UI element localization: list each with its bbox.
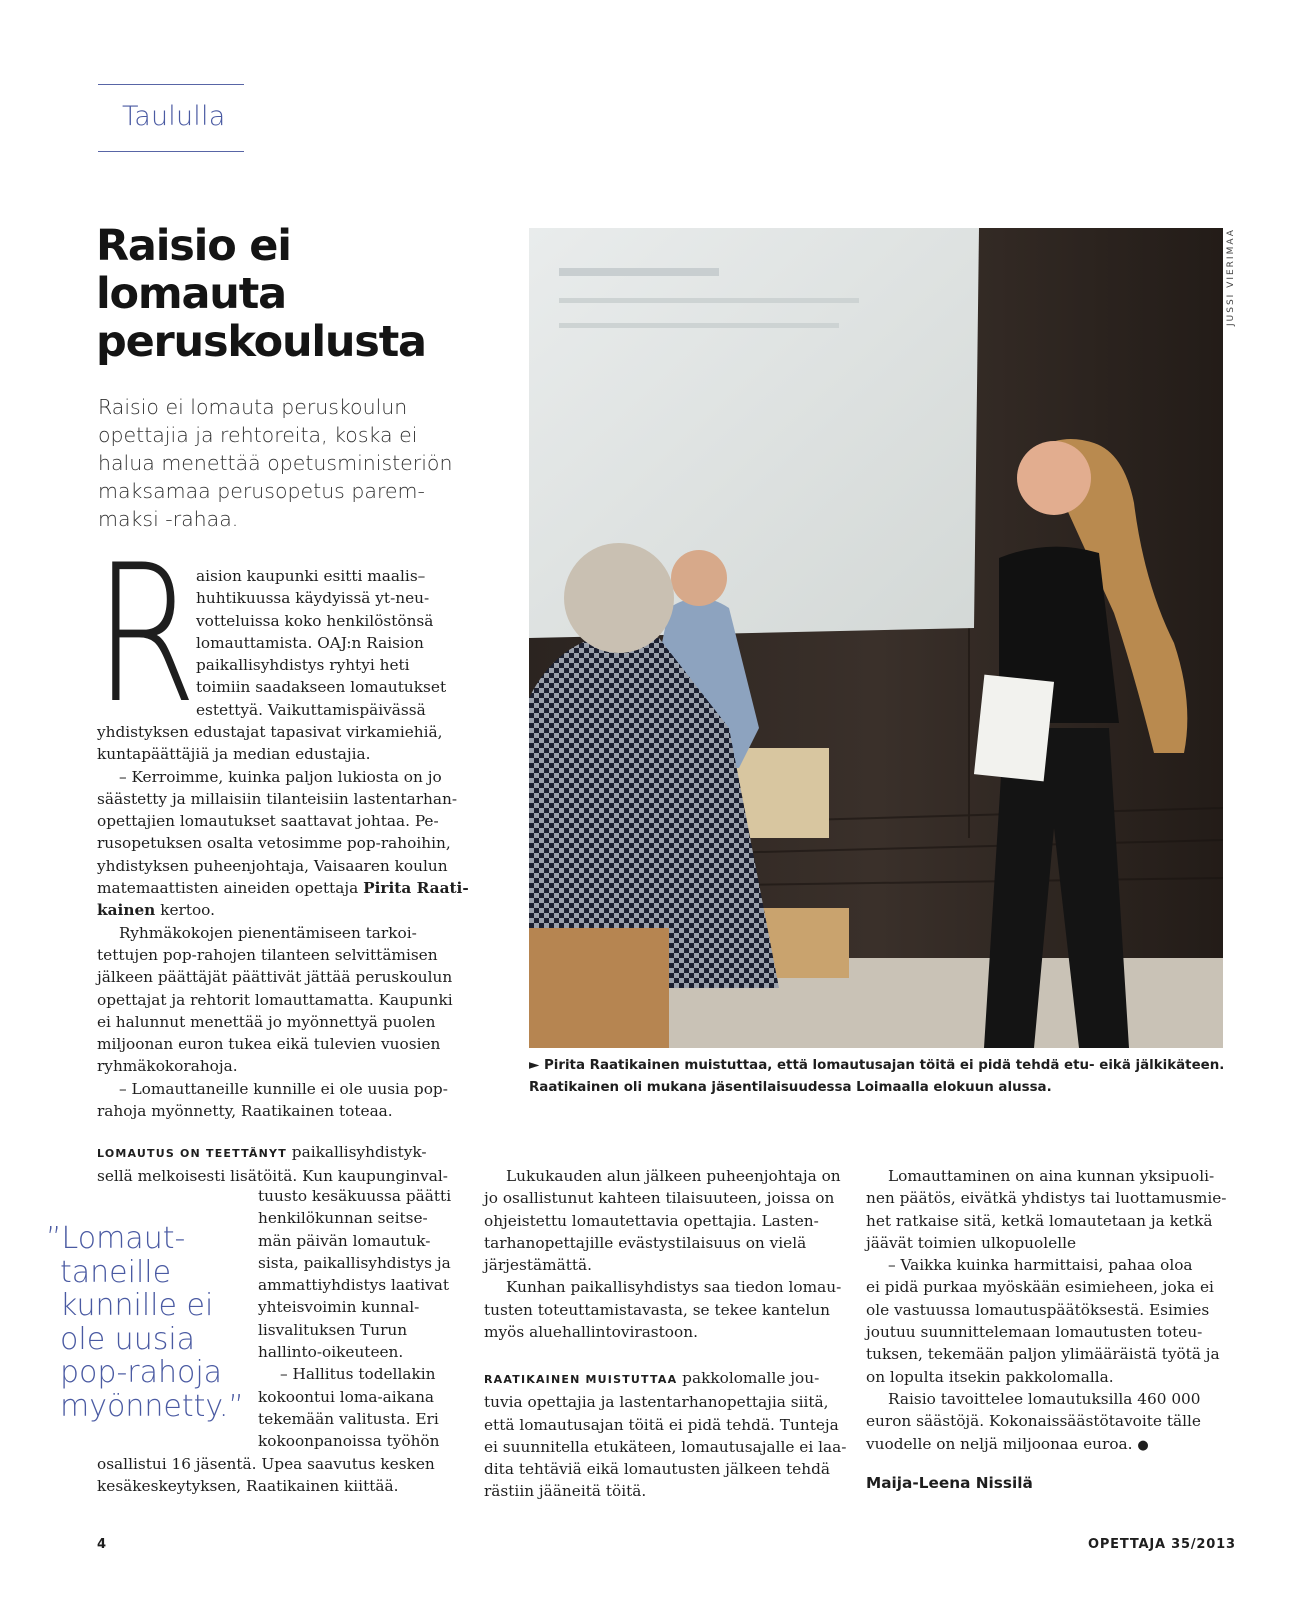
body-line: Raisio tavoittelee lomautuksilla 460 000	[888, 1389, 1201, 1408]
person-name: Pirita Raati-	[363, 879, 469, 898]
pull-quote-line: kunnille ei	[60, 1288, 214, 1323]
body-line: järjestämättä.	[484, 1256, 592, 1275]
body-line: joutuu suunnittelemaan lomautusten toteu-	[866, 1323, 1203, 1342]
body-line: – Vaikka kuinka harmittaisi, pahaa oloa	[888, 1256, 1193, 1275]
body-line: että lomautusajan töitä ei pidä tehdä. Tunteja	[484, 1415, 839, 1434]
body-text: pakkolomalle jou-	[682, 1369, 820, 1387]
body-column-1	[97, 721, 469, 1122]
body-line: huhtikuussa käydyissä yt-neu-	[196, 589, 430, 608]
body-line: sellä melkoisesti lisätöitä. Kun kaupunginval-	[97, 1167, 448, 1186]
body-line: miljoonan euron tukea eikä tulevien vuosien	[97, 1035, 441, 1054]
body-line: kokoontui loma-aikana	[258, 1387, 435, 1406]
body-line: Ryhmäkokojen pienentämiseen tarkoi-	[119, 923, 417, 942]
body-column-1b-wrap	[258, 1185, 451, 1453]
lead-line: Raisio ei lomauta peruskoulun	[98, 395, 408, 419]
body-text: vuodelle on neljä miljoonaa euroa.	[866, 1434, 1133, 1453]
body-line: euron säästöjä. Kokonaissäästötavoite tälle	[866, 1412, 1201, 1431]
title-line: lomauta	[96, 269, 286, 319]
body-line: tekemään valitusta. Eri	[258, 1409, 439, 1428]
body-line: votteluissa koko henkilöstönsä	[196, 611, 434, 630]
title-line: Raisio ei	[96, 221, 291, 271]
body-line: yhdistyksen edustajat tapasivat virkamiehiä,	[97, 723, 443, 741]
body-line: jo osallistunut kahteen tilaisuuteen, joissa on	[484, 1189, 835, 1208]
lead-line: maksi -rahaa.	[98, 507, 239, 531]
body-line: paikallisyhdistys ryhtyi heti	[196, 656, 410, 675]
body-line: kesäkeskeytyksen, Raatikainen kiittää.	[97, 1477, 399, 1496]
body-column-1b	[97, 1141, 448, 1188]
body-line: Lomauttaminen on aina kunnan yksipuoli-	[888, 1167, 1215, 1185]
lead-line: halua menettää opetusministeriön	[98, 451, 453, 475]
body-line: opettajat ja rehtorit lomauttamatta. Kaupunki	[97, 990, 453, 1009]
body-line	[97, 899, 469, 921]
body-line: lomauttamista. OAJ:n Raision	[196, 633, 424, 652]
lead-line: opettajia ja rehtoreita, koska ei	[98, 423, 418, 447]
body-line: opettajien lomautukset saattavat johtaa. Pe-	[97, 812, 439, 831]
body-line: kuntapäättäjiä ja median edustajia.	[97, 745, 371, 764]
body-text: matemaattisten aineiden opettaja	[97, 879, 359, 898]
body-line: jäävät toimien ulkopuolelle	[866, 1233, 1077, 1252]
body-line: osallistui 16 jäsentä. Upea saavutus kesken	[97, 1455, 435, 1473]
photo-caption	[529, 1055, 1229, 1099]
article-photo	[529, 228, 1223, 1048]
pull-quote	[46, 1222, 246, 1423]
body-line: Kunhan paikallisyhdistys saa tiedon lomau-	[506, 1278, 842, 1297]
body-line: toimiin saadakseen lomautukset	[196, 678, 447, 697]
body-line: nen päätös, eivätkä yhdistys tai luottamusmie-	[866, 1189, 1227, 1208]
body-intro	[196, 565, 446, 721]
body-line: hallinto-oikeuteen.	[258, 1343, 404, 1362]
body-line: rästiin jääneitä töitä.	[484, 1482, 647, 1501]
body-text: paikallisyhdistyk-	[291, 1143, 427, 1161]
body-line: kokoonpanoissa työhön	[258, 1432, 440, 1451]
body-column-2b	[484, 1367, 846, 1503]
pull-quote-line: taneille	[60, 1254, 172, 1290]
body-line: aision kaupunki esitti maalis–	[196, 567, 426, 585]
body-column-2	[484, 1165, 841, 1343]
pull-quote-line: ole uusia	[60, 1321, 196, 1357]
body-line: ohjeistettu lomautettavia opettajia. Lasten-	[484, 1211, 819, 1230]
section-label: Taululla	[122, 101, 226, 132]
body-line: sista, paikallisyhdistys ja	[258, 1253, 451, 1272]
body-line: ammattiyhdistys laativat	[258, 1276, 450, 1295]
body-line: henkilökunnan seitse-	[258, 1209, 428, 1228]
body-line: säästetty ja millaisiin tilanteisiin lastentarhan-	[97, 789, 458, 808]
body-line	[97, 1141, 448, 1165]
body-line: tusten toteuttamistavasta, se tekee kantelun	[484, 1300, 830, 1319]
author-byline: Maija-Leena Nissilä	[866, 1474, 1033, 1492]
body-line: tuvia opettajia ja lastentarhanopettajia siitä,	[484, 1393, 829, 1412]
body-line: tuusto kesäkuussa päätti	[258, 1187, 452, 1205]
body-line	[97, 877, 469, 899]
article-title	[96, 222, 476, 366]
photo-credit: JUSSI VIERIMAA	[1226, 228, 1236, 326]
person-name-cont: kainen	[97, 901, 156, 920]
body-line: män päivän lomautuk-	[258, 1231, 431, 1250]
section-tag	[98, 84, 244, 152]
body-line: tuksen, tekemään paljon ylimääräistä työtä ja	[866, 1345, 1220, 1364]
lead-line: maksamaa perusopetus parem-	[98, 479, 425, 503]
body-line: – Hallitus todellakin	[280, 1365, 436, 1384]
body-line: ei halunnut menettää jo myönnettyä puolen	[97, 1012, 436, 1031]
article-lead	[98, 393, 470, 533]
caption-line: Raatikainen oli mukana jäsentilaisuudessa Loimaalla elokuun alussa.	[529, 1080, 1052, 1095]
body-line: tettujen pop-rahojen tilanteen selvittämisen	[97, 945, 438, 964]
pull-quote-line: ”Lomaut-	[46, 1221, 186, 1256]
body-line: ei pidä purkaa myöskään esimieheen, joka ei	[866, 1278, 1214, 1297]
body-line: yhdistyksen puheenjohtaja, Vaisaaren koulun	[97, 856, 448, 875]
body-text: kertoo.	[160, 901, 215, 920]
title-line: peruskoulusta	[96, 317, 426, 367]
body-line: het ratkaise sitä, ketkä lomautetaan ja ketkä	[866, 1211, 1213, 1230]
body-line: ryhmäkokorahoja.	[97, 1057, 238, 1076]
body-line: rusopetuksen osalta vetosimme pop-rahoihin,	[97, 834, 451, 853]
body-line: tarhanopettajille evästystilaisuus on vielä	[484, 1233, 807, 1252]
body-line: dita tehtäviä eikä lomautusten jälkeen tehdä	[484, 1460, 830, 1479]
body-line	[484, 1367, 846, 1391]
body-line: rahoja myönnetty, Raatikainen toteaa.	[97, 1102, 393, 1121]
body-line: estettyä. Vaikuttamispäivässä	[196, 700, 426, 719]
body-line	[866, 1433, 1226, 1457]
body-column-1b-end	[97, 1453, 435, 1498]
pull-quote-line: pop-rahoja	[60, 1355, 223, 1390]
body-line: Lukukauden alun jälkeen puheenjohtaja on	[506, 1167, 841, 1185]
body-column-3	[866, 1165, 1226, 1457]
end-mark: ●	[1137, 1437, 1149, 1453]
publication-issue: OPETTAJA 35/2013	[1088, 1537, 1236, 1552]
body-line: ei suunnitella etukäteen, lomautusajalle ei laa-	[484, 1437, 847, 1456]
body-line: – Lomauttaneille kunnille ei ole uusia pop-	[119, 1079, 448, 1098]
body-line: ole vastuussa lomautuspäätöksestä. Esimies	[866, 1300, 1210, 1319]
body-line: yhteisvoimin kunnal-	[258, 1298, 420, 1317]
pull-quote-line: myönnetty.”	[60, 1388, 244, 1424]
body-line: on lopulta itsekin pakkolomalla.	[866, 1367, 1114, 1386]
body-line: lisvalituksen Turun	[258, 1320, 408, 1339]
body-line: – Kerroimme, kuinka paljon lukiosta on jo	[119, 767, 442, 786]
caption-line: ► Pirita Raatikainen muistuttaa, että lomautusajan töitä ei pidä tehdä etu- eikä jälkikäteen.	[529, 1058, 1225, 1073]
body-line: jälkeen päättäjät päättivät jättää peruskoulun	[97, 968, 453, 987]
subhead-lead: RAATIKAINEN MUISTUTTAA	[484, 1373, 678, 1386]
subhead-lead: LOMAUTUS ON TEETTÄNYT	[97, 1147, 287, 1160]
body-line: myös aluehallintovirastoon.	[484, 1323, 698, 1342]
page-number: 4	[97, 1537, 107, 1552]
photo-illustration	[529, 228, 1223, 1048]
drop-cap: R	[94, 524, 197, 745]
